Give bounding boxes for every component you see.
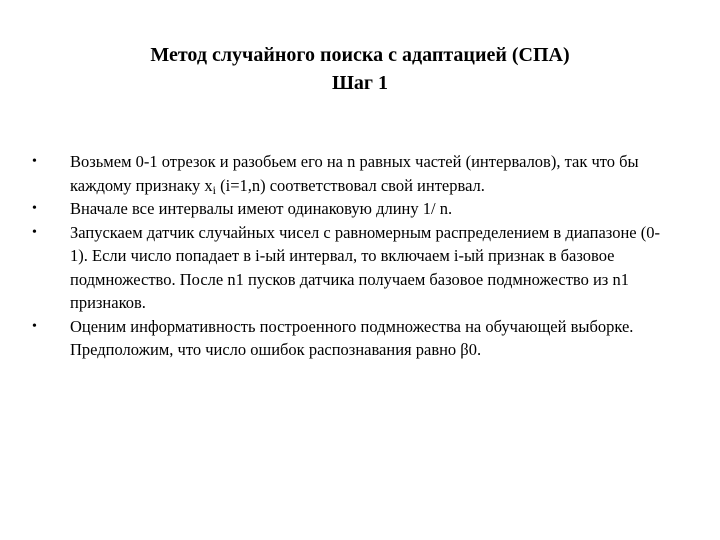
bullet-item-2 <box>28 197 700 221</box>
bullet-text <box>70 150 700 197</box>
slide-title <box>0 41 720 97</box>
bullet-dot-icon: • <box>32 318 37 334</box>
bullet-text-part: (i=1,n) соответствовал свой интервал. <box>215 175 485 195</box>
bullet-item-4 <box>28 315 700 362</box>
bullet-text-part: Возьмем 0-1 отрезок и разобьем его на n равных частей (интервалов), так что бы каждому признаку x <box>70 152 639 195</box>
bullet-list <box>28 150 700 362</box>
bullet-item-1 <box>28 150 700 197</box>
bullet-item-3 <box>28 221 700 315</box>
subscript: i <box>212 182 216 197</box>
bullet-dot-icon: • <box>32 154 37 169</box>
bullet-text: Запускаем датчик случайных чисел с равномерным распределением в диапазоне (0-1). Если число попадает в i-ый интервал, то включаем i-ый признак в базовое подмножество. После n1 пусков датчика получаем базовое подмножество из n1 признаков. <box>70 222 660 312</box>
bullet-dot-icon: • <box>32 201 37 216</box>
title-line-1: Метод случайного поиска с адаптацией (СПА) <box>150 44 570 66</box>
bullet-text: Вначале все интервалы имеют одинаковую длину 1/ n. <box>70 199 453 218</box>
bullet-text: Оценим информативность построенного подмножества на обучающей выборке. Предположим, что число ошибок распознавания равно β0. <box>70 316 634 359</box>
bullet-dot-icon: • <box>32 224 37 240</box>
title-line-2: Шаг 1 <box>331 72 389 94</box>
